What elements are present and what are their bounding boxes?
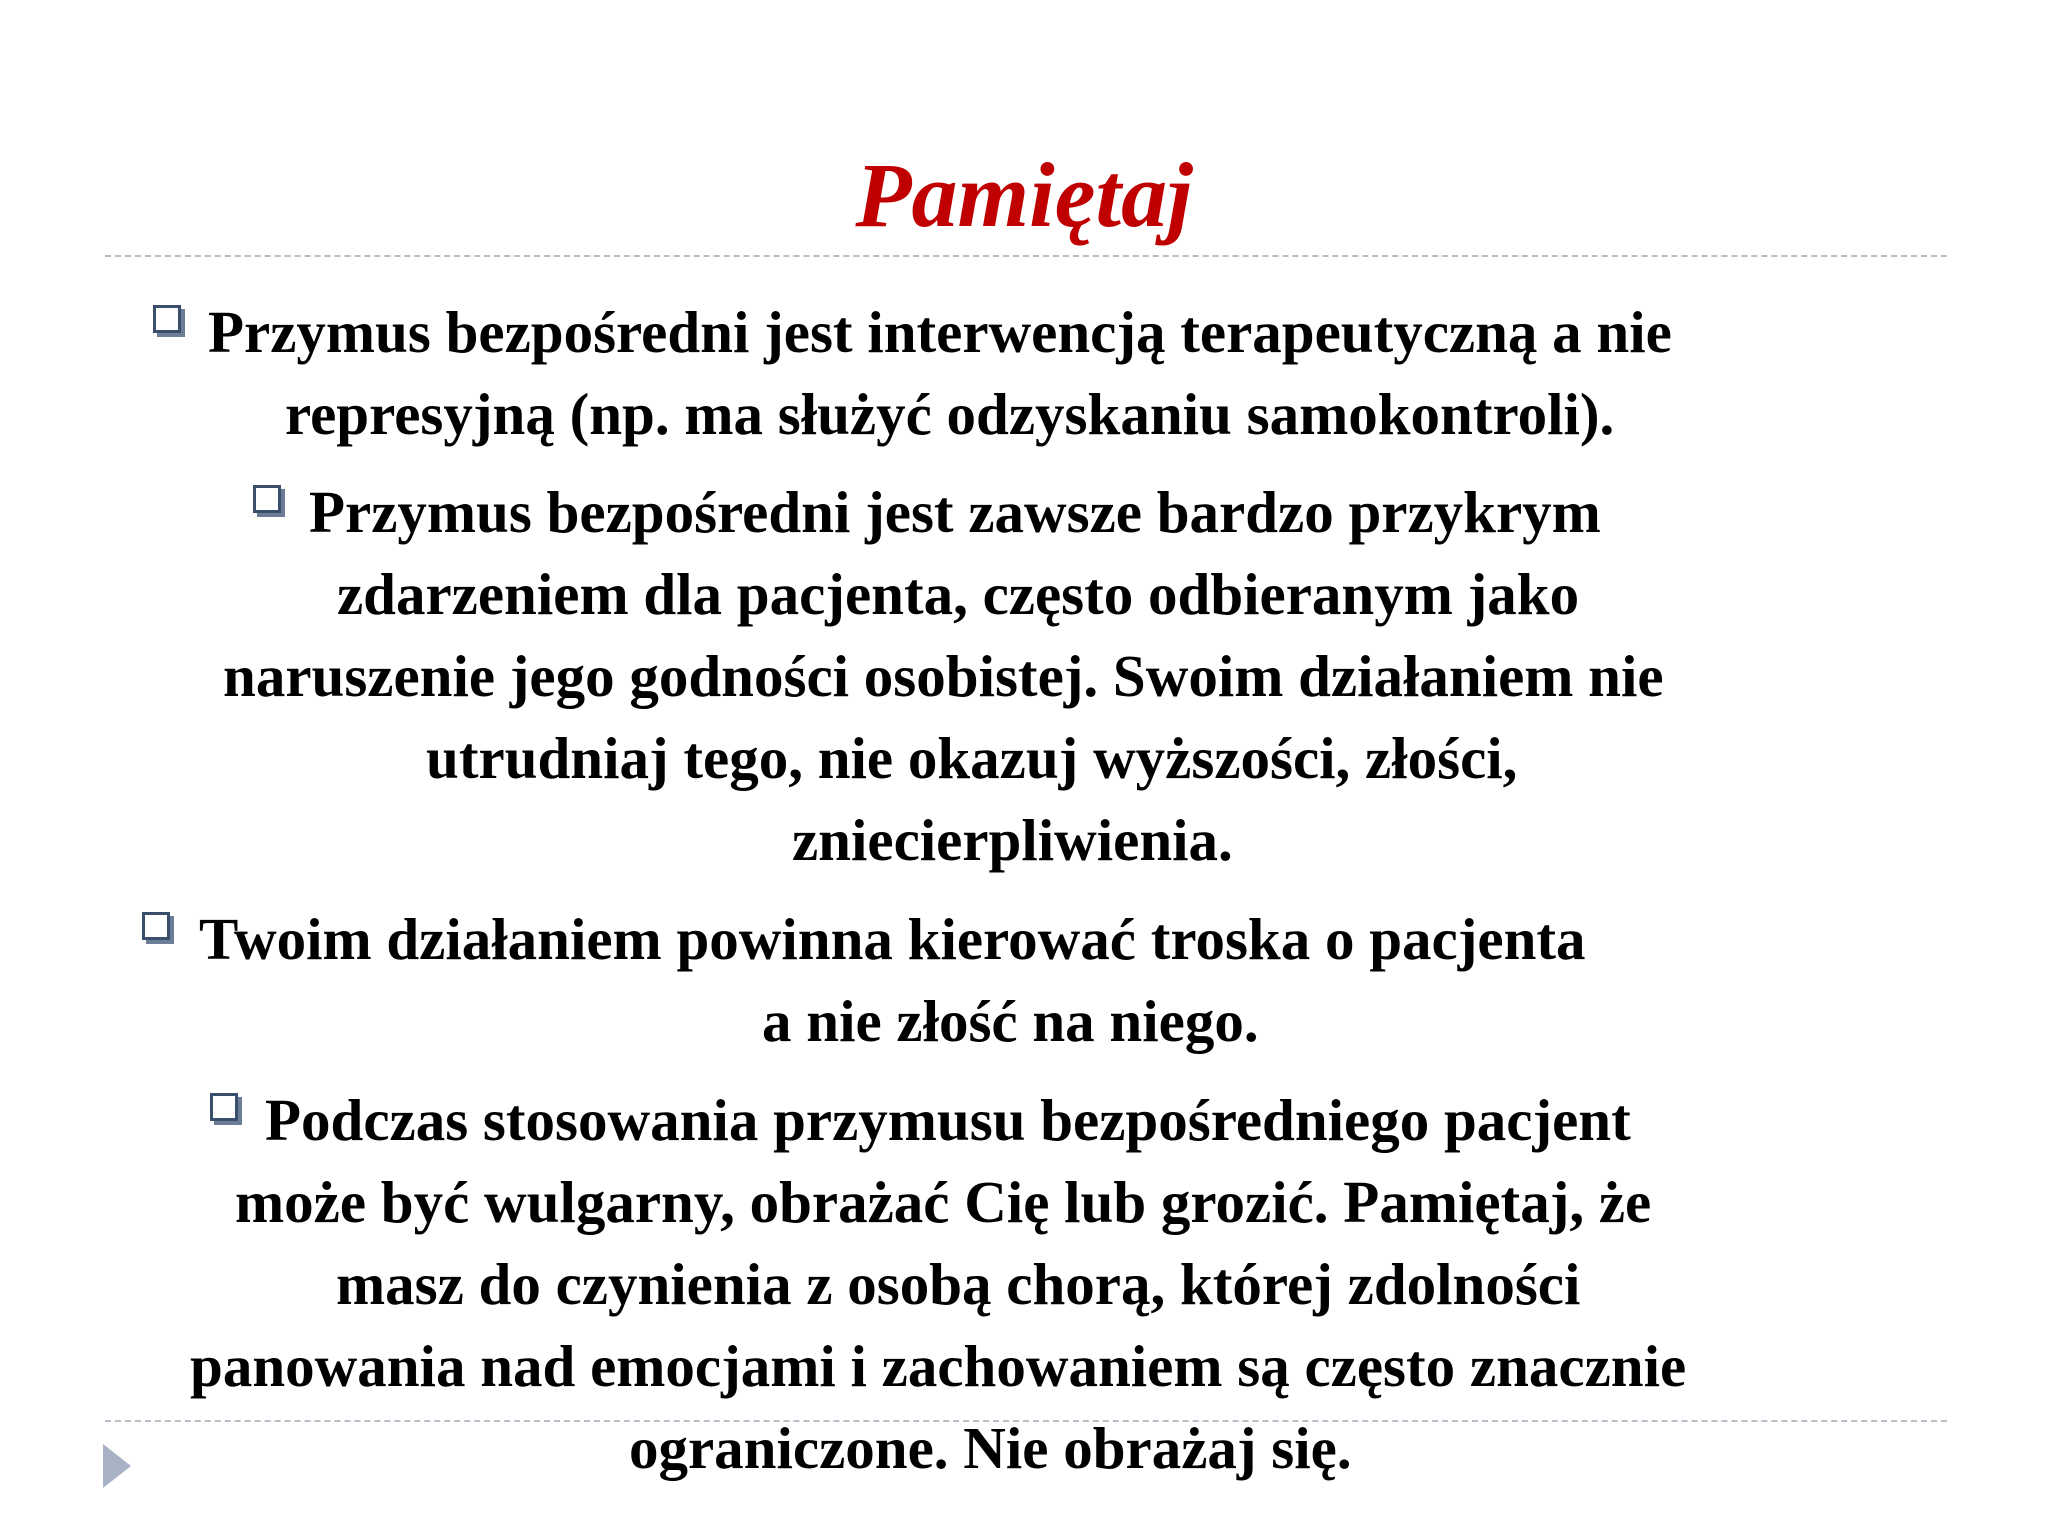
checkbox-icon — [153, 305, 181, 333]
checkbox-icon — [142, 912, 170, 940]
bullet-line: a nie złość na niego. — [762, 988, 1259, 1054]
bullet-line: zdarzeniem dla pacjenta, często odbieranym jako — [337, 561, 1580, 627]
bullet-line: Przymus bezpośredni jest interwencją terapeutyczną a nie — [208, 299, 1672, 365]
bullet-line: represyjną (np. ma służyć odzyskaniu samokontroli). — [285, 381, 1615, 447]
bullet-line: utrudniaj tego, nie okazuj wyższości, złości, — [426, 725, 1518, 791]
bullet-line: ograniczone. Nie obrażaj się. — [629, 1415, 1352, 1481]
bullet-line: Twoim działaniem powinna kierować troska o pacjenta — [199, 906, 1586, 972]
bullet-line: panowania nad emocjami i zachowaniem są często znacznie — [190, 1333, 1687, 1399]
footer-divider — [105, 1420, 1947, 1422]
bullet-line: zniecierpliwienia. — [792, 807, 1233, 873]
checkbox-icon — [210, 1093, 238, 1121]
bullet-line: Podczas stosowania przymusu bezpośredniego pacjent — [265, 1087, 1631, 1153]
checkbox-icon — [253, 485, 281, 513]
title-divider — [105, 255, 1947, 257]
slide-title: Pamiętaj — [855, 144, 1193, 246]
bullet-line: Przymus bezpośredni jest zawsze bardzo przykrym — [309, 479, 1601, 545]
bullet-line: naruszenie jego godności osobistej. Swoim działaniem nie — [223, 643, 1664, 709]
bullet-line: masz do czynienia z osobą chorą, której zdolności — [336, 1251, 1581, 1317]
triangle-right-icon[interactable] — [103, 1444, 131, 1488]
bullet-line: może być wulgarny, obrażać Cię lub grozić. Pamiętaj, że — [235, 1169, 1652, 1235]
